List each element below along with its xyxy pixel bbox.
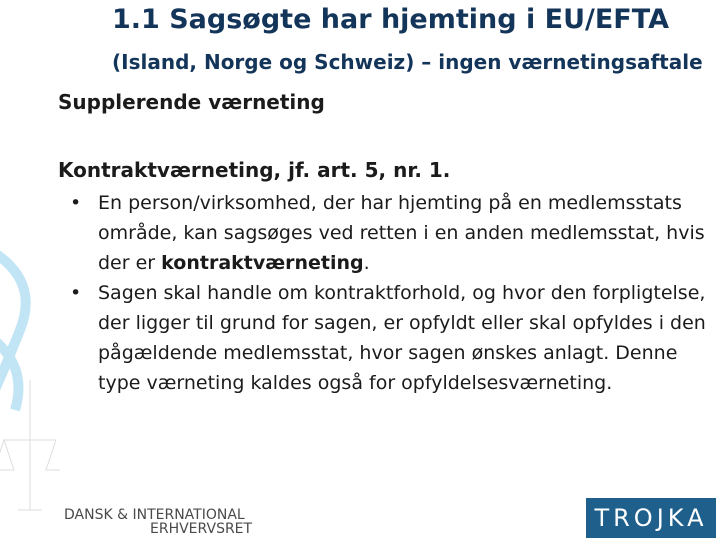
legal-reference: Kontraktværneting, jf. art. 5, nr. 1.	[58, 158, 451, 182]
dansk-international-logo	[64, 508, 252, 536]
bullet-text-end: .	[363, 252, 370, 274]
section-heading: Supplerende værneting	[58, 90, 325, 114]
scales-of-justice-decoration-icon	[0, 0, 60, 540]
logo-line-1: DANSK & INTERNATIONAL	[64, 507, 245, 523]
bullet-item	[66, 278, 706, 398]
bullet-text: Sagen skal handle om kontraktforhold, og hvor den forpligtelse, der ligger til grund for sagen, er opfyldt eller skal opfyldes i den pågældende medlemsstat, hvor sagen ønskes anlagt. Denne type værneting kaldes også for opfyldelsesværneting.	[98, 282, 706, 394]
bullet-text: En person/virksomhed, der har hjemting på en medlemsstats område, kan sagsøges ved retten i en anden medlemsstat, hvis der er	[98, 192, 705, 274]
trojka-logo	[586, 498, 716, 538]
page-subtitle: (Island, Norge og Schweiz) – ingen værnetingsaftale	[112, 50, 703, 74]
page-title: 1.1 Sagsøgte har hjemting i EU/EFTA	[112, 4, 669, 35]
trojka-logo-text: TROJKA	[594, 504, 708, 532]
bullet-item	[66, 188, 706, 278]
bullet-icon: •	[70, 282, 82, 304]
bullet-list	[66, 188, 706, 398]
bullet-icon: •	[70, 192, 82, 214]
bullet-bold-term: kontraktværneting	[161, 252, 364, 274]
logo-line-2: ERHVERVSRET	[150, 521, 253, 537]
